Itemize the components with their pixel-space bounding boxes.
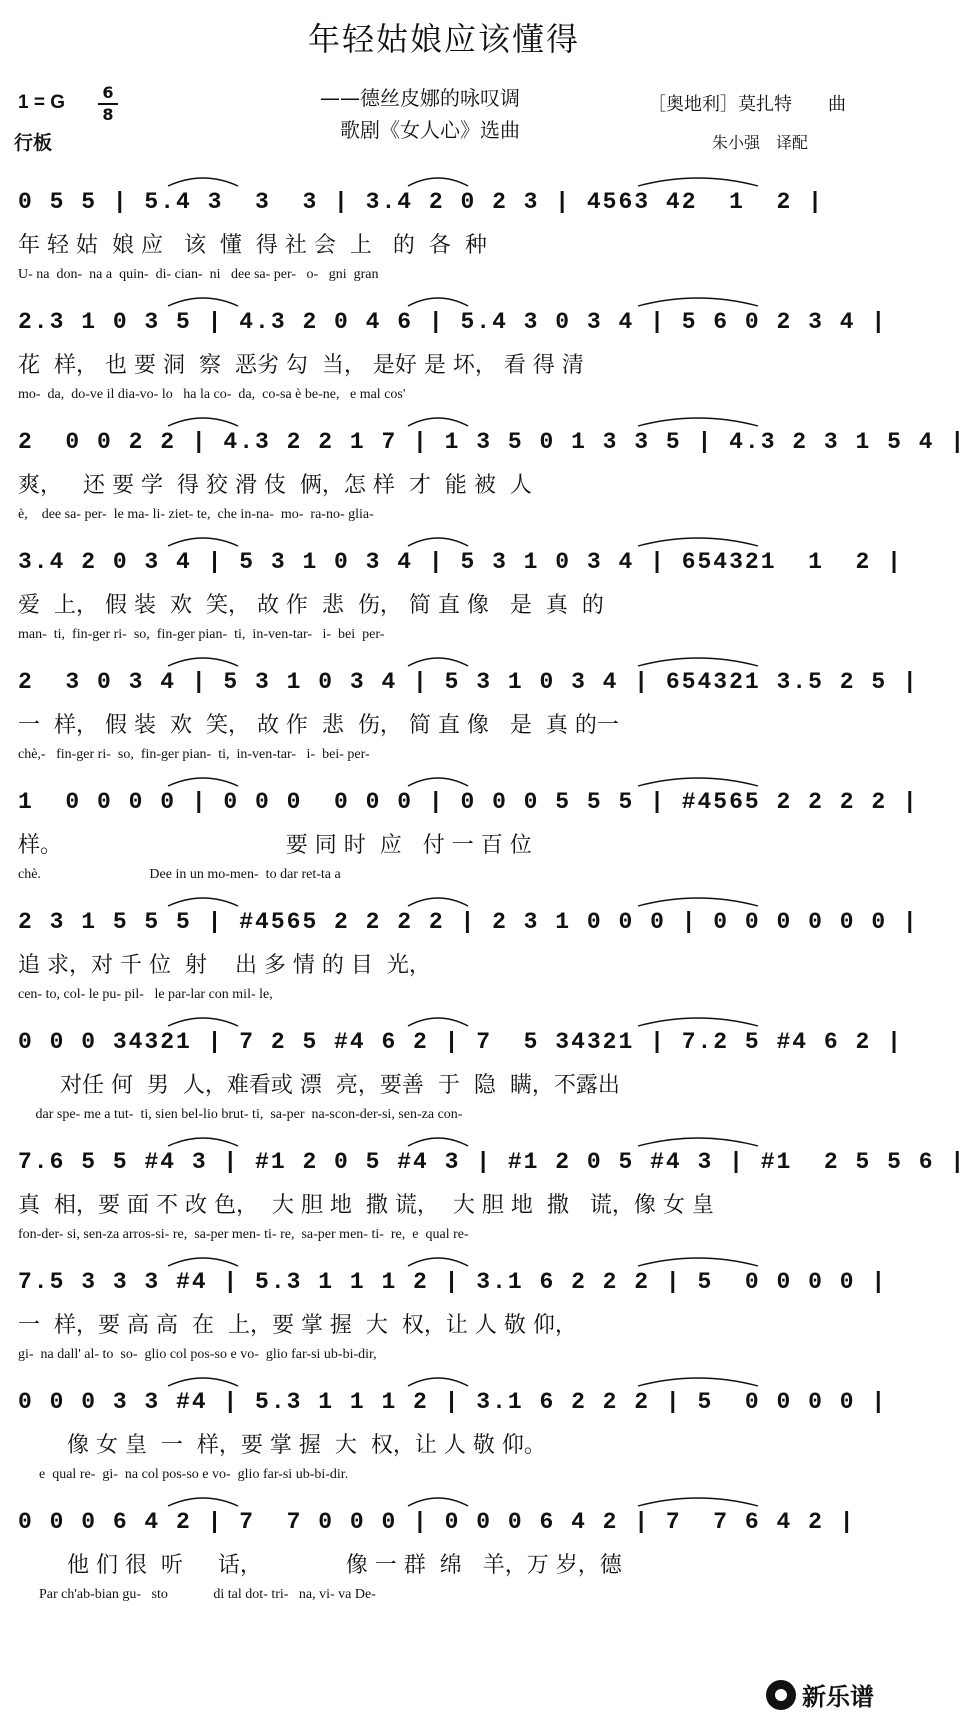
slur-arc xyxy=(168,298,238,306)
slur-arc xyxy=(638,898,758,906)
chinese-lyrics: 一 样， 假 装 欢 笑， 故 作 悲 伤， 简 直 像 是 真 的一 xyxy=(18,713,619,738)
slur-arc xyxy=(408,538,468,546)
slur-arc xyxy=(168,1138,238,1146)
italian-lyrics: Par ch'ab-bian gu- sto di tal dot- tri- na, vi- va De- xyxy=(18,1587,376,1602)
slur-arc xyxy=(408,418,468,426)
slur-arc xyxy=(638,778,758,786)
slur-arc xyxy=(638,1018,758,1026)
watermark-logo xyxy=(766,1677,874,1712)
italian-lyrics: è, dee sa- per- le ma- li- ziet- te, che in-na- mo- ra-no- glia- xyxy=(18,507,374,522)
jianpu-notes: 0 0 0 3 3 #4 | 5.3 1 1 1 2 | 3.1 6 2 2 2 | 5 0 0 0 0 | xyxy=(18,1389,888,1415)
slur-arc xyxy=(638,538,758,546)
slur-marks xyxy=(18,1488,868,1508)
slur-marks xyxy=(18,1128,868,1148)
slur-arc xyxy=(168,1258,238,1266)
chinese-lyrics: 像 女 皇 一 样，要 掌 握 大 权，让 人 敬 仰。 xyxy=(18,1433,546,1458)
music-system xyxy=(18,528,903,668)
slur-marks xyxy=(18,408,868,428)
jianpu-notes: 3.4 2 0 3 4 | 5 3 1 0 3 4 | 5 3 1 0 3 4 | 654321 1 2 | xyxy=(18,549,903,575)
music-system xyxy=(18,168,868,308)
slur-arc xyxy=(638,298,758,306)
music-disc-icon xyxy=(766,1680,796,1710)
slur-marks xyxy=(18,1008,868,1028)
italian-lyrics: chè,- fin-ger ri- so, fin-ger pian- ti, in-ven-tar- i- bei- per- xyxy=(18,747,370,762)
slur-marks xyxy=(18,1248,868,1268)
slur-marks xyxy=(18,1368,868,1388)
slur-arc xyxy=(408,1138,468,1146)
music-system xyxy=(18,1368,888,1508)
chinese-lyrics: 爽， 还 要 学 得 狡 滑 伎 俩，怎 样 才 能 被 人 xyxy=(18,473,532,498)
music-system xyxy=(18,408,966,548)
slur-arc xyxy=(408,1258,468,1266)
slur-arc xyxy=(638,1138,758,1146)
jianpu-notes: 2 0 0 2 2 | 4.3 2 2 1 7 | 1 3 5 0 1 3 3 5 | 4.3 2 3 1 5 4 | xyxy=(18,429,966,455)
chinese-lyrics: 花 样， 也 要 洞 察 恶劣 勾 当， 是好 是 坏， 看 得 清 xyxy=(18,353,584,378)
slur-arc xyxy=(168,1018,238,1026)
music-system xyxy=(18,1488,868,1628)
slur-arc xyxy=(638,1378,758,1386)
music-system xyxy=(18,288,888,428)
slur-arc xyxy=(168,778,238,786)
subtitle-opera: 歌剧《女人心》选曲 xyxy=(340,118,520,142)
slur-arc xyxy=(408,1498,468,1506)
italian-lyrics: e qual re- gi- na col pos-so e vo- glio far-si ub-bi-dir. xyxy=(18,1467,349,1482)
italian-lyrics: U- na don- na a quin- di- cian- ni dee sa- per- o- gni gran xyxy=(18,267,379,282)
slur-arc xyxy=(638,418,758,426)
italian-lyrics: gi- na dall' al- to so- glio col pos-so e vo- glio far-si ub-bi-dir, xyxy=(18,1347,377,1362)
slur-marks xyxy=(18,888,868,908)
slur-arc xyxy=(168,898,238,906)
slur-arc xyxy=(168,1498,238,1506)
music-system xyxy=(18,768,919,908)
italian-lyrics: chè. Dee in un mo-men- to dar ret-ta a xyxy=(18,867,341,882)
slur-arc xyxy=(638,1258,758,1266)
time-sig-top: 6 xyxy=(102,83,114,102)
chinese-lyrics: 样。 要 同 时 应 付 一 百 位 xyxy=(18,833,532,858)
slur-arc xyxy=(638,178,758,186)
time-sig-bottom: 8 xyxy=(102,105,114,124)
slur-arc xyxy=(408,778,468,786)
slur-arc xyxy=(168,1378,238,1386)
slur-arc xyxy=(408,1378,468,1386)
music-system xyxy=(18,1128,966,1268)
jianpu-notes: 2 3 1 5 5 5 | #4565 2 2 2 2 | 2 3 1 0 0 0 | 0 0 0 0 0 0 | xyxy=(18,909,919,935)
slur-arc xyxy=(168,658,238,666)
chinese-lyrics: 爱 上， 假 装 欢 笑， 故 作 悲 伤， 简 直 像 是 真 的 xyxy=(18,593,604,618)
slur-arc xyxy=(638,1498,758,1506)
slur-arc xyxy=(408,298,468,306)
subtitle-aria: ——德丝皮娜的咏叹调 xyxy=(320,86,520,110)
chinese-lyrics: 真 相，要 面 不 改 色， 大 胆 地 撒 谎， 大 胆 地 撒 谎，像 女 皇 xyxy=(18,1193,714,1218)
slur-arc xyxy=(408,1018,468,1026)
time-signature xyxy=(98,84,118,124)
music-system xyxy=(18,1248,888,1388)
composer-credit: ［奥地利］莫扎特 曲 xyxy=(648,94,846,115)
slur-arc xyxy=(168,538,238,546)
slur-arc xyxy=(408,658,468,666)
music-system xyxy=(18,648,919,788)
italian-lyrics: fon-der- si, sen-za arros-si- re, sa-per men- ti- re, sa-per men- ti- re, e qual re- xyxy=(18,1227,469,1242)
jianpu-notes: 7.6 5 5 #4 3 | #1 2 0 5 #4 3 | #1 2 0 5 #4 3 | #1 2 5 5 6 | xyxy=(18,1149,966,1175)
slur-arc xyxy=(408,178,468,186)
chinese-lyrics: 追 求，对 千 位 射 出 多 情 的 目 光， xyxy=(18,953,431,978)
slur-marks xyxy=(18,528,868,548)
chinese-lyrics: 年 轻 姑 娘 应 该 懂 得 社 会 上 的 各 种 xyxy=(18,233,487,258)
song-title: 年轻姑娘应该懂得 xyxy=(307,20,580,58)
jianpu-notes: 0 0 0 34321 | 7 2 5 #4 6 2 | 7 5 34321 | 7.2 5 #4 6 2 | xyxy=(18,1029,903,1055)
italian-lyrics: dar spe- me a tut- ti, sien bel-lio brut- ti, sa-per na-scon-der-si, sen-za con- xyxy=(18,1107,463,1122)
jianpu-notes: 2 3 0 3 4 | 5 3 1 0 3 4 | 5 3 1 0 3 4 | 654321 3.5 2 5 | xyxy=(18,669,919,695)
watermark-text: 新乐谱 xyxy=(802,1683,874,1711)
jianpu-notes: 7.5 3 3 3 #4 | 5.3 1 1 1 2 | 3.1 6 2 2 2 | 5 0 0 0 0 | xyxy=(18,1269,888,1295)
chinese-lyrics: 他 们 很 听 话， 像 一 群 绵 羊，万 岁，德 xyxy=(18,1553,622,1578)
jianpu-notes: 2.3 1 0 3 5 | 4.3 2 0 4 6 | 5.4 3 0 3 4 | 5 6 0 2 3 4 | xyxy=(18,309,888,335)
music-system xyxy=(18,1008,903,1148)
slur-marks xyxy=(18,288,868,308)
italian-lyrics: mo- da, do-ve il dia-vo- lo ha la co- da, co-sa è be-ne, e mal cos' xyxy=(18,387,406,402)
jianpu-notes: 1 0 0 0 0 | 0 0 0 0 0 0 | 0 0 0 5 5 5 | #4565 2 2 2 2 | xyxy=(18,789,919,815)
chinese-lyrics: 一 样，要 高 高 在 上，要 掌 握 大 权，让 人 敬 仰， xyxy=(18,1313,577,1338)
music-system xyxy=(18,888,919,1028)
jianpu-notes: 0 0 0 6 4 2 | 7 7 0 0 0 | 0 0 0 6 4 2 | 7 7 6 4 2 | xyxy=(18,1509,856,1535)
tempo-marking: 行板 xyxy=(14,132,53,154)
italian-lyrics: cen- to, col- le pu- pil- le par-lar con mil- le, xyxy=(18,987,273,1002)
italian-lyrics: man- ti, fin-ger ri- so, fin-ger pian- ti, in-ven-tar- i- bei per- xyxy=(18,627,385,642)
slur-marks xyxy=(18,768,868,788)
chinese-lyrics: 对任 何 男 人，难看或 漂 亮，要善 于 隐 瞒，不露出 xyxy=(18,1073,620,1098)
slur-arc xyxy=(408,898,468,906)
arranger-credit: 朱小强 译配 xyxy=(712,133,809,152)
slur-marks xyxy=(18,648,868,668)
slur-arc xyxy=(168,418,238,426)
key-signature: 1 = G xyxy=(18,92,65,113)
slur-arc xyxy=(638,658,758,666)
jianpu-notes: 0 5 5 | 5.4 3 3 3 | 3.4 2 0 2 3 | 4563 42 1 2 | xyxy=(18,189,824,215)
slur-arc xyxy=(168,178,238,186)
slur-marks xyxy=(18,168,868,188)
